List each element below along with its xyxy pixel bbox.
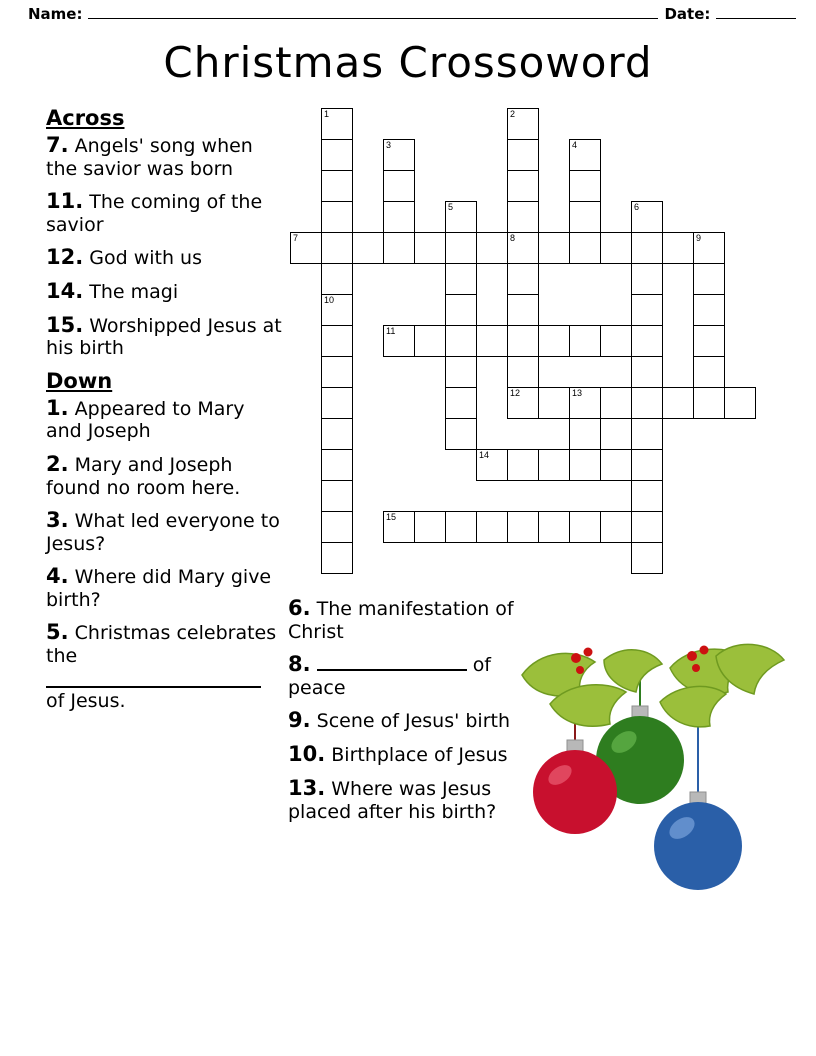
grid-cell[interactable] [569, 325, 601, 357]
name-blank-line[interactable] [88, 4, 658, 19]
grid-cell[interactable] [321, 201, 353, 233]
grid-cell[interactable] [445, 232, 477, 264]
grid-cell-number: 7 [293, 233, 299, 243]
grid-cell-number: 1 [324, 109, 330, 119]
clue-down-6 [288, 596, 538, 643]
grid-cell[interactable] [569, 387, 601, 419]
grid-cell[interactable] [321, 387, 353, 419]
grid-cell[interactable] [352, 232, 384, 264]
clue-text: Christmas celebrates the [46, 622, 277, 668]
clue-number: 6. [288, 596, 311, 620]
grid-cell[interactable] [569, 449, 601, 481]
grid-cell[interactable] [693, 232, 725, 264]
answer-blank-line[interactable] [317, 656, 467, 671]
grid-cell[interactable] [569, 139, 601, 171]
grid-cell[interactable] [383, 232, 415, 264]
grid-cell[interactable] [631, 418, 663, 450]
date-label: Date: [664, 5, 711, 23]
grid-cell[interactable] [631, 232, 663, 264]
clue-number: 14. [46, 278, 84, 303]
grid-cell[interactable] [631, 449, 663, 481]
grid-cell[interactable] [507, 325, 539, 357]
grid-cell-number: 12 [510, 388, 521, 398]
clue-text: God with us [89, 247, 202, 270]
grid-cell[interactable] [569, 201, 601, 233]
clue-number: 2. [46, 451, 69, 476]
grid-cell[interactable] [507, 511, 539, 543]
clue-across-15 [46, 313, 286, 360]
grid-cell[interactable] [321, 325, 353, 357]
grid-cell[interactable] [321, 356, 353, 388]
clue-text: Scene of Jesus' birth [316, 710, 510, 733]
clue-number: 9. [288, 708, 311, 733]
clue-text: Worshipped Jesus at his birth [46, 314, 282, 360]
clue-number: 7. [46, 132, 69, 157]
clue-number: 5. [46, 620, 69, 645]
grid-cell[interactable] [569, 418, 601, 450]
grid-cell[interactable] [383, 325, 415, 357]
grid-cell[interactable] [662, 387, 694, 419]
clue-text: Where was Jesus placed after his birth? [288, 777, 497, 823]
grid-cell[interactable] [569, 511, 601, 543]
clue-down-5 [46, 620, 286, 713]
grid-cell[interactable] [445, 294, 477, 326]
grid-cell[interactable] [476, 325, 508, 357]
clue-down-9 [288, 708, 538, 733]
grid-cell[interactable] [693, 325, 725, 357]
grid-cell[interactable] [507, 170, 539, 202]
grid-cell[interactable] [383, 201, 415, 233]
grid-cell[interactable] [631, 387, 663, 419]
grid-cell[interactable] [507, 139, 539, 171]
grid-cell[interactable] [724, 387, 756, 419]
clue-down-13 [288, 776, 538, 823]
clue-number: 13. [288, 775, 326, 800]
grid-cell[interactable] [445, 387, 477, 419]
grid-cell[interactable] [321, 170, 353, 202]
grid-cell[interactable] [631, 201, 663, 233]
grid-cell[interactable] [321, 418, 353, 450]
grid-cell[interactable] [600, 325, 632, 357]
grid-cell[interactable] [600, 511, 632, 543]
clue-across-14 [46, 279, 286, 304]
grid-cell[interactable] [631, 325, 663, 357]
grid-cell[interactable] [321, 511, 353, 543]
clue-number: 1. [46, 395, 69, 420]
clue-text: The magi [89, 280, 179, 303]
grid-cell[interactable] [693, 263, 725, 295]
grid-cell-number: 8 [510, 233, 516, 243]
grid-cell-number: 4 [572, 140, 578, 150]
grid-cell[interactable] [321, 542, 353, 574]
clue-text: The manifestation of Christ [288, 598, 514, 643]
clue-text: Birthplace of Jesus [331, 744, 508, 767]
grid-cell[interactable] [290, 232, 322, 264]
clue-number: 3. [46, 507, 69, 532]
grid-cell[interactable] [445, 325, 477, 357]
clue-across-12 [46, 245, 286, 270]
grid-cell[interactable] [631, 356, 663, 388]
grid-cell[interactable] [414, 325, 446, 357]
grid-cell-number: 11 [386, 326, 396, 336]
grid-cell[interactable] [569, 170, 601, 202]
grid-cell[interactable] [538, 449, 570, 481]
clue-down-2 [46, 452, 286, 499]
page-title: Christmas Crossoword [163, 38, 653, 87]
grid-cell[interactable] [662, 232, 694, 264]
grid-cell-number: 5 [448, 202, 454, 212]
grid-cell-number: 15 [386, 512, 397, 522]
grid-cell[interactable] [507, 387, 539, 419]
clue-down-10 [288, 742, 538, 767]
grid-cell[interactable] [321, 480, 353, 512]
grid-cell[interactable] [321, 263, 353, 295]
grid-cell[interactable] [693, 356, 725, 388]
clue-number: 11. [46, 188, 84, 213]
grid-cell-number: 9 [696, 233, 702, 243]
grid-cell-number: 14 [479, 450, 490, 460]
grid-cell-number: 2 [510, 109, 516, 119]
grid-cell[interactable] [538, 387, 570, 419]
grid-cell-number: 3 [386, 140, 392, 150]
clue-text: of peace [288, 654, 492, 699]
grid-cell[interactable] [445, 356, 477, 388]
grid-cell[interactable] [507, 232, 539, 264]
grid-cell[interactable] [538, 325, 570, 357]
clue-text-continued: of Jesus. [46, 690, 126, 713]
clue-across-7 [46, 133, 286, 180]
grid-cell[interactable] [321, 232, 353, 264]
grid-cell[interactable] [631, 480, 663, 512]
clue-text: Where did Mary give birth? [46, 566, 272, 611]
name-date-row [28, 4, 788, 28]
grid-cell[interactable] [445, 201, 477, 233]
grid-cell[interactable] [507, 108, 539, 140]
clue-text: Appeared to Mary and Joseph [46, 397, 245, 443]
grid-cell[interactable] [321, 294, 353, 326]
grid-cell[interactable] [445, 418, 477, 450]
grid-cell[interactable] [383, 511, 415, 543]
grid-cell-number: 13 [572, 388, 583, 398]
grid-cell[interactable] [321, 449, 353, 481]
grid-cell[interactable] [538, 511, 570, 543]
grid-cell[interactable] [383, 170, 415, 202]
clue-number: 10. [288, 742, 326, 767]
clue-column-middle [288, 596, 538, 832]
clue-text: What led everyone to Jesus? [46, 509, 280, 555]
grid-cell[interactable] [507, 356, 539, 388]
grid-cell[interactable] [569, 232, 601, 264]
clue-column-left [46, 104, 286, 722]
clue-number: 12. [46, 245, 84, 270]
clue-down-4 [46, 564, 286, 611]
grid-cell[interactable] [600, 232, 632, 264]
grid-cell[interactable] [476, 232, 508, 264]
grid-cell[interactable] [476, 449, 508, 481]
grid-cell[interactable] [507, 294, 539, 326]
grid-cell[interactable] [600, 449, 632, 481]
clue-number: 15. [46, 312, 84, 337]
grid-cell[interactable] [631, 294, 663, 326]
grid-cell[interactable] [445, 263, 477, 295]
grid-cell[interactable] [321, 108, 353, 140]
clue-number: 4. [46, 564, 69, 589]
clue-down-1 [46, 396, 286, 443]
grid-cell[interactable] [631, 511, 663, 543]
grid-cell-number: 6 [634, 202, 640, 212]
down-heading: Down [46, 368, 113, 393]
clue-number: 8. [288, 652, 311, 677]
name-label: Name: [28, 5, 83, 23]
grid-cell[interactable] [507, 449, 539, 481]
christmas-ornaments-icon [520, 630, 790, 920]
grid-cell[interactable] [383, 139, 415, 171]
grid-cell[interactable] [507, 201, 539, 233]
grid-cell[interactable] [414, 232, 446, 264]
clue-text: Mary and Joseph found no room here. [46, 453, 241, 499]
grid-cell[interactable] [476, 511, 508, 543]
grid-cell[interactable] [693, 387, 725, 419]
answer-blank-line[interactable] [46, 673, 261, 688]
grid-cell[interactable] [538, 232, 570, 264]
clue-across-11 [46, 189, 286, 236]
grid-cell[interactable] [631, 542, 663, 574]
date-blank-line[interactable] [716, 4, 796, 19]
crossword-grid[interactable] [290, 108, 790, 588]
grid-cell[interactable] [631, 263, 663, 295]
grid-cell[interactable] [600, 387, 632, 419]
grid-cell[interactable] [321, 139, 353, 171]
grid-cell-number: 10 [324, 295, 335, 305]
grid-cell[interactable] [445, 511, 477, 543]
grid-cell[interactable] [414, 511, 446, 543]
clue-down-8 [288, 652, 538, 699]
across-heading: Across [46, 106, 125, 130]
clue-text: Angels' song when the savior was born [46, 134, 253, 180]
grid-cell[interactable] [693, 294, 725, 326]
clue-text: The coming of the savior [46, 190, 263, 236]
clue-down-3 [46, 508, 286, 555]
grid-cell[interactable] [507, 263, 539, 295]
